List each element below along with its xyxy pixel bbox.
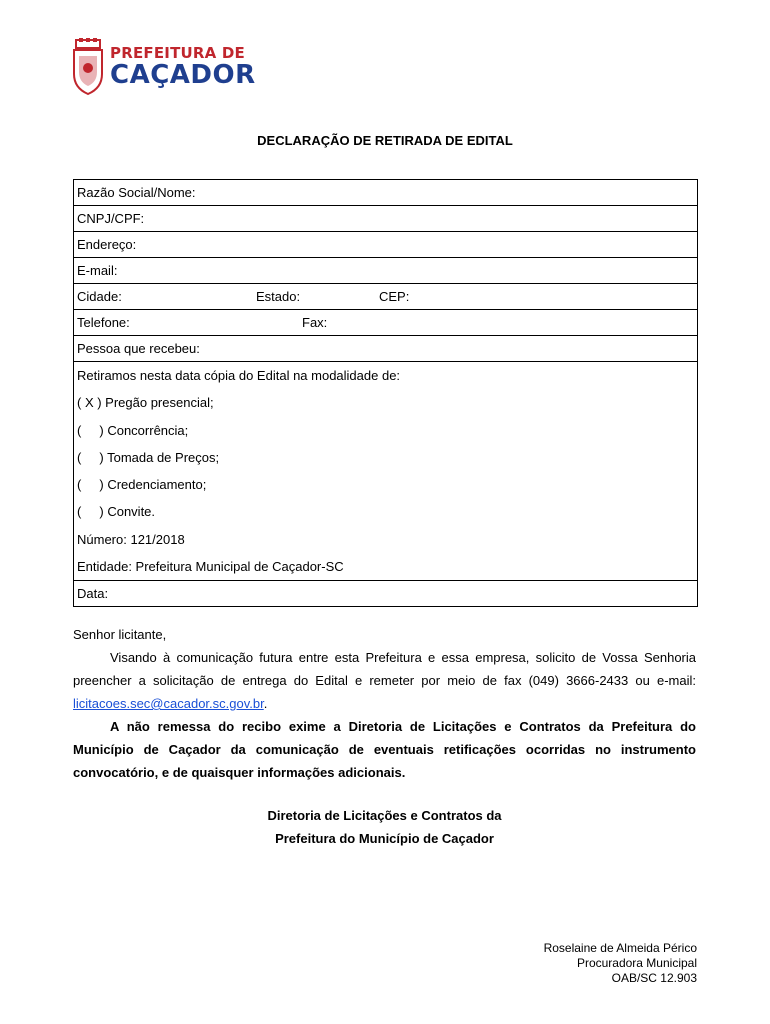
razao-label: Razão Social/Nome:	[77, 185, 196, 200]
telefone-label: Telefone:	[77, 315, 130, 330]
email-label: E-mail:	[77, 263, 118, 278]
form-row-cnpj[interactable]	[74, 206, 697, 232]
paragraph-request	[73, 646, 696, 715]
request-end: .	[263, 696, 268, 711]
option-convite[interactable]: ( ) Convite.	[77, 504, 156, 520]
cnpj-label: CNPJ/CPF:	[77, 211, 145, 226]
signature-block	[544, 941, 697, 986]
option-credenciamento[interactable]: ( ) Credenciamento;	[77, 477, 207, 493]
department-line2: Prefeitura do Município de Caçador	[275, 831, 494, 846]
signer-oab: OAB/SC 12.903	[611, 971, 697, 985]
cidade-label: Cidade:	[77, 289, 122, 304]
data-label: Data:	[77, 586, 109, 602]
declaration-form	[73, 179, 698, 607]
department-line1: Diretoria de Licitações e Contratos da	[267, 808, 502, 823]
option-tomada-precos[interactable]: ( ) Tomada de Preços;	[77, 449, 220, 465]
form-row-razao[interactable]	[74, 180, 697, 206]
form-row-data[interactable]	[74, 581, 697, 606]
logo-line2: CAÇADOR	[110, 60, 256, 90]
pessoa-label: Pessoa que recebeu:	[77, 341, 200, 356]
document-title: DECLARAÇÃO DE RETIRADA DE EDITAL	[257, 133, 513, 148]
form-row-cidade[interactable]	[74, 284, 697, 310]
coat-of-arms-icon	[70, 38, 106, 98]
retiramos-text: Retiramos nesta data cópia do Edital na modalidade de:	[77, 368, 401, 383]
prefeitura-logo	[70, 38, 256, 98]
fax-label: Fax:	[302, 315, 328, 330]
signer-role: Procuradora Municipal	[576, 956, 697, 970]
paragraph-notice: A não remessa do recibo exime a Diretoria de Licitações e Contratos da Prefeitura do Município de Caçador da comunicação de eventuais retificações ocorridas no instrumento convocatório, e de quaisquer informações adicionais.	[73, 719, 696, 780]
letter-body	[73, 623, 696, 850]
modalidade-block	[74, 362, 697, 581]
logo-line1: PREFEITURA DE	[110, 44, 245, 62]
option-concorrencia[interactable]: ( ) Concorrência;	[77, 422, 189, 438]
email-link[interactable]: licitacoes.sec@cacador.sc.gov.br	[73, 696, 264, 711]
request-text: Visando à comunicação futura entre esta Prefeitura e essa empresa, solicito de Vossa Senhoria preencher a solicitação de entrega do Edital e remeter por meio de fax (049) 3666-2433 ou e-mail:	[73, 650, 696, 688]
estado-label: Estado:	[256, 289, 301, 304]
endereco-label: Endereço:	[77, 237, 137, 252]
form-row-pessoa[interactable]	[74, 336, 697, 362]
greeting: Senhor licitante,	[73, 627, 167, 642]
cep-label: CEP:	[379, 289, 410, 304]
option-pregao[interactable]: ( X ) Pregão presencial;	[77, 395, 214, 411]
form-row-endereco[interactable]	[74, 232, 697, 258]
entidade-text: Entidade: Prefeitura Municipal de Caçador-SC	[77, 559, 344, 575]
form-row-telefone[interactable]	[74, 310, 697, 336]
form-row-email[interactable]	[74, 258, 697, 284]
signer-name: Roselaine de Almeida Périco	[543, 941, 697, 955]
numero-text: Número: 121/2018	[77, 531, 185, 547]
